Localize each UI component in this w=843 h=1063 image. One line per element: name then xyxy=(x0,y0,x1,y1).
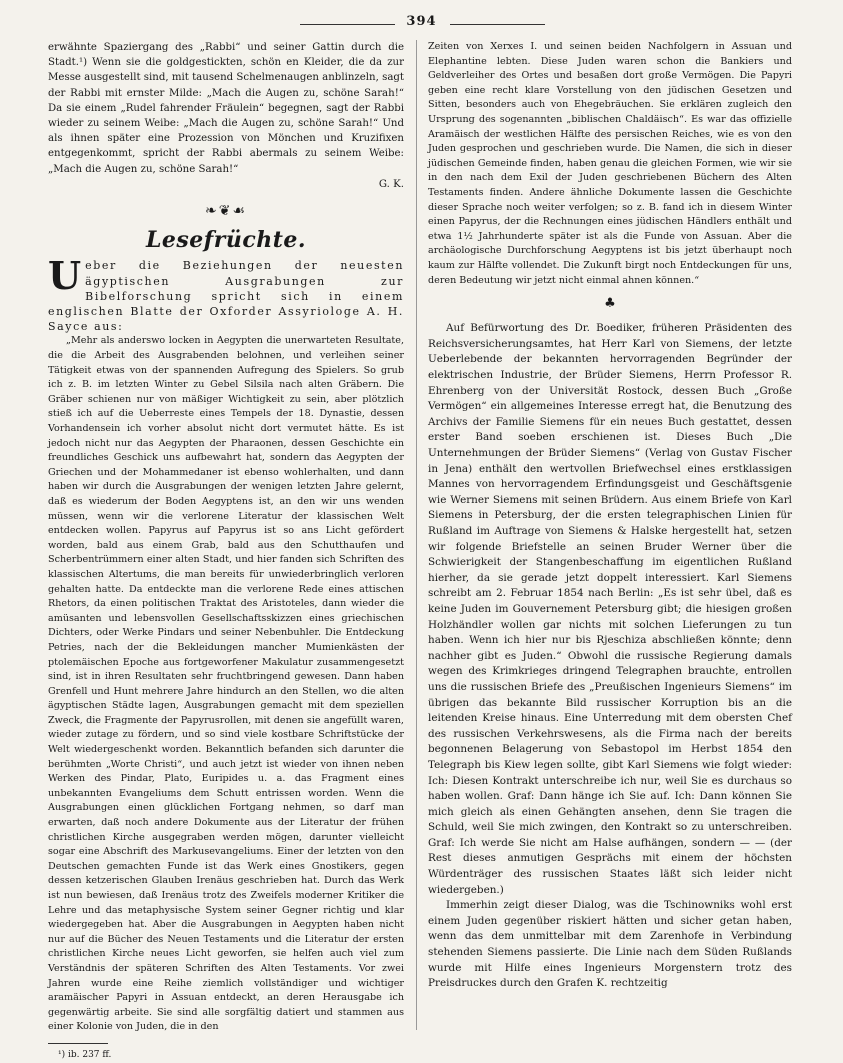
footnote-rule xyxy=(48,1043,108,1044)
right-column xyxy=(428,40,792,992)
ornament-flourish: ❧❦☙ xyxy=(204,203,247,220)
footnote: ¹) ib. 237 ff. xyxy=(58,1049,112,1060)
sayce-quote-continuation: Zeiten von Xerxes I. und seinen beiden Nachfolgern in Assuan und Elephantine lebten. Diese Juden waren schon die Bankiers und Geldverleiher des Ortes und besaßen dort große Vermögen. Die Papyri geben eine recht klare Vorstellung von den jüdischen Gesetzen und Sitten, besonders auch von Ehegebräuchen. Sie erklären zugleich den Ursprung des sogenannten „biblischen Chaldäisch“. Es war das offizielle Aramäisch der westlichen Hälfte des persischen Reiches, wie es von den Juden gesprochen und geschrieben wurde. Die Namen, die sich in dieser jüdischen Gemeinde finden, haben genau die gleichen Formen, wie wir sie in den nach dem Exil der Juden geschriebenen Büchern des Alten Testaments finden. Andere ähnliche Dokumente lassen die Geschichte dieser Sprache noch weiter verfolgen; so z. B. fand ich in diesem Winter einen Papyrus, der die Rechnungen eines jüdischen Händlers enthält und etwa 1½ Jahrhunderte später ist als die Funde von Assuan. Aber die archäologische Durchforschung Aegyptens ist bis jetzt überhaupt noch kaum zur Hälfte vollendet. Die Zukunft birgt noch Entdeckungen für uns, deren Bedeutung wir jetzt nicht einmal ahnen können.“ xyxy=(428,41,792,286)
column-divider xyxy=(416,40,417,1030)
header-rule-right xyxy=(450,24,545,25)
lead-paragraph xyxy=(48,253,404,334)
intro-signature: G. K. xyxy=(378,178,404,190)
siemens-article-paragraph-1: Auf Befürwortung des Dr. Boediker, früheren Präsidenten des Reichsversicherungsamtes, hat Herr Karl von Siemens, der letzte Ueberlebende der bekannten hervorragenden Begründer der elektrischen Industrie, der Brüder Siemens, Herrn Professor R. Ehrenberg von der Universität Rostock, dessen Buch „Große Vermögen“ ein allgemeines Interesse erregt hat, die Benutzung des Archivs der Familie Siemens für ein neues Buch gestattet, dessen erster Band soeben erschienen ist. Dieses Buch „Die Unternehmungen der Brüder Siemens“ (Verlag von Gustav Fischer in Jena) enthält den wertvollen Briefwechsel eines erstklassigen Mannes von hervorragendem Erfindungsgeist und Geschäftsgenie wie Werner Siemens mit seinen Brüdern. Aus einem Briefe von Karl Siemens in Petersburg, der die ersten telegraphischen Linien für Rußland im Auftrage von Siemens & Halske hergestellt hat, setzen wir folgende Briefstelle an seinen Bruder Werner über die Schwierigkeit der Stangenbeschaffung im eigentlichen Rußland hierher, da sie gerade jetzt doppelt interessiert. Karl Siemens schreibt am 2. Februar 1854 nach Berlin: „Es ist sehr übel, daß es keine Juden im Gouvernement Petersburg gibt; die hiesigen großen Holzhändler wollen gar nichts mit solchen Lieferungen zu tun haben. Wenn ich hier nur bis Rjeschiza abschließen könnte; denn nachher gibt es Juden.“ Obwohl die russische Regierung damals wegen des Krimkrieges dringend Telegraphen brauchte, entrollen uns die russischen Briefe des „Preußischen Ingenieurs Siemens“ im übrigen das bekannte Bild russischer Korruption bis an die leitenden Kreise hinaus. Eine Unterredung mit dem obersten Chef des russischen Verkehrswesens, als die Firma nach der bereits begonnenen Belagerung von Sebastopol im Herbst 1854 den Telegraph bis Kiew legen sollte, gibt Karl Siemens wie folgt wieder: Ich: Diesen Kontrakt unterschreibe ich nur, weil Sie es durchaus so haben wollen. Graf: Dann hänge ich Sie auf. Ich: Dann können Sie mich gleich als einen Gehängten ansehen, denn Sie tragen die Schuld, weil Sie mich zwingen, den Kontrakt so zu unterschreiben. Graf: Ich werde Sie nicht am Halse aufhängen, sondern — — (der Rest dieses anmutigen Gesprächs mit einem der höchsten Würdenträger des russischen Staates läßt sich leider nicht wiedergeben.) xyxy=(428,322,792,896)
intro-paragraph: erwähnte Spaziergang des „Rabbi“ und seiner Gattin durch die Stadt.¹) Wenn sie die goldgestickten, schön en Kleider, die da zur Messe ausgestellt sind, mit tausend Schelmenaugen anblinzeln, sagt der Rabbi mit ernster Milde: „Mach die Augen zu, schöne Sarah!“ Da sie einem „Rudel fahrender Fräulein“ begegnen, sagt der Rabbi wieder zu seinem Weibe: „Mach die Augen zu, schöne Sarah!“ Und als ihnen später eine Prozession von Mönchen und Kruzifixen entgegenkommt, spricht der Rabbi abermals zu seinem Weibe: „Mach die Augen zu, schöne Sarah!“ xyxy=(48,42,405,175)
lead-text: eber die Beziehungen der neuesten ägyptischen Ausgrabungen zur Bibelforschung spricht sich in einem englischen Blatte der Oxforder Assyriologe A. H. Sayce aus: xyxy=(48,259,404,334)
clover-separator-icon: ♣ xyxy=(604,296,616,312)
left-column xyxy=(48,40,404,1063)
section-title: Lesefrüchte. xyxy=(145,227,307,254)
siemens-article-paragraph-2: Immerhin zeigt dieser Dialog, was die Tschinowniks wohl erst einem Juden gegenüber riskiert hätten und sicher getan haben, wenn das dem unmittelbar mit dem Zarenhofe in Verbindung stehenden Siemens passierte. Die Linie nach dem Süden Rußlands wurde mit Hilfe eines Ingenieurs Morgenstern trotz des Preisdruckes durch den Grafen K. rechtzeitig xyxy=(428,899,792,990)
drop-cap: U xyxy=(48,253,82,299)
sayce-quote: „Mehr als anderswo locken in Aegypten die unerwarteten Resultate, die die Arbeit des Ausgrabenden belohnen, und verleihen seiner Tätigkeit etwas von der spannenden Aufregung des Spielers. So grub ich z. B. im letzten Winter zu Gebel Silsila nach alten Gräbern. Die Gräber schienen nur von mäßiger Wichtigkeit zu sein, aber plötzlich stieß ich auf die Ueberreste eines Tempels der 18. Dynastie, dessen Vorhandensein ich vorher absolut nicht dort vermutet hätte. Es ist jedoch nicht nur das Aegypten der Pharaonen, dessen Geschichte ein freundliches Geschick uns aufbewahrt hat, sondern das Aegypten der Griechen und der Mohammedaner ist ebenso wohlerhalten, und dann haben wir durch die Ausgrabungen der wenigen letzten Jahre gelernt, daß es wiederum der Boden Aegyptens ist, an den wir uns wenden müssen, wenn wir die verlorene Literatur der klassischen Welt entdecken wollen. Papyrus auf Papyrus ist so ans Licht gefördert worden, bald aus einem Grab, bald aus den Schutthaufen und Scherbentrümmern einer alten Stadt, und hier fanden sich Schriften des klassischen Altertums, die man bereits für unwiederbringlich verloren gehalten hatte. Da entdeckte man die verlorene Rede eines attischen Rhetors, da einen politischen Traktat des Aristoteles, dann wieder die amüsanten und lebensvollen Gesellschaftsskizzen eines griechischen Dichters, oder Werke Pindars und seiner Nebenbuhler. Die Entdeckung Petries, nach der die Bekleidungen mancher Mumienkästen der ptolemäischen Epoche aus fortgeworfener Makulatur zusammengesetzt sind, ist in ihren Resultaten sehr fruchtbringend gewesen. Dann haben Grenfell und Hunt mehrere Jahre hindurch an den Stellen, wo die alten ägyptischen Städte lagen, Ausgrabungen gemacht mit dem speziellen Zweck, die Fragmente der Papyrusrollen, mit denen sie angefüllt waren, wieder zutage zu fördern, und so sind viele kostbare Schriftstücke der Welt wiedergeschenkt worden. Bekanntlich befanden sich darunter die berühmten „Worte Christi“, und auch jetzt ist wieder von ihnen neben Werken des Pindar, Plato, Euripides u. a. das Fragment eines unbekannten Evangeliums dem Schutt entrissen worden. Wenn die Ausgrabungen einen glücklichen Fortgang nehmen, so darf man erwarten, daß noch andere Dokumente aus der Literatur der frühen christlichen Kirche ausgegraben werden mögen, darunter vielleicht sogar eine Abschrift des Markusevangeliums. Einer der letzten von den Deutschen gemachten Funde ist das Werk eines Gnostikers, gegen dessen ketzerischen Glauben Irenäus geschrieben hat. Durch das Werk ist nun bewiesen, daß Irenäus trotz des Zweifels moderner Kritiker die Lehre und das metaphysische System seiner Gegner richtig und klar wiedergegeben hat. Aber die Ausgrabungen in Aegypten haben nicht nur auf die Bücher des Neuen Testaments und die Literatur der ersten christlichen Kirche neues Licht geworfen, sie helfen auch viel zum Verständnis der späteren Schriften des Alten Testaments. Vor zwei Jahren wurde eine Reihe ziemlich vollständiger und wichtiger aramäischer Papyri in Assuan entdeckt, an deren Herausgabe ich gegenwärtig arbeite. Sie sind alle sorgfältig datiert und stammen aus einer Kolonie von Juden, die in den xyxy=(48,335,404,1033)
page-number: 394 xyxy=(406,14,437,29)
